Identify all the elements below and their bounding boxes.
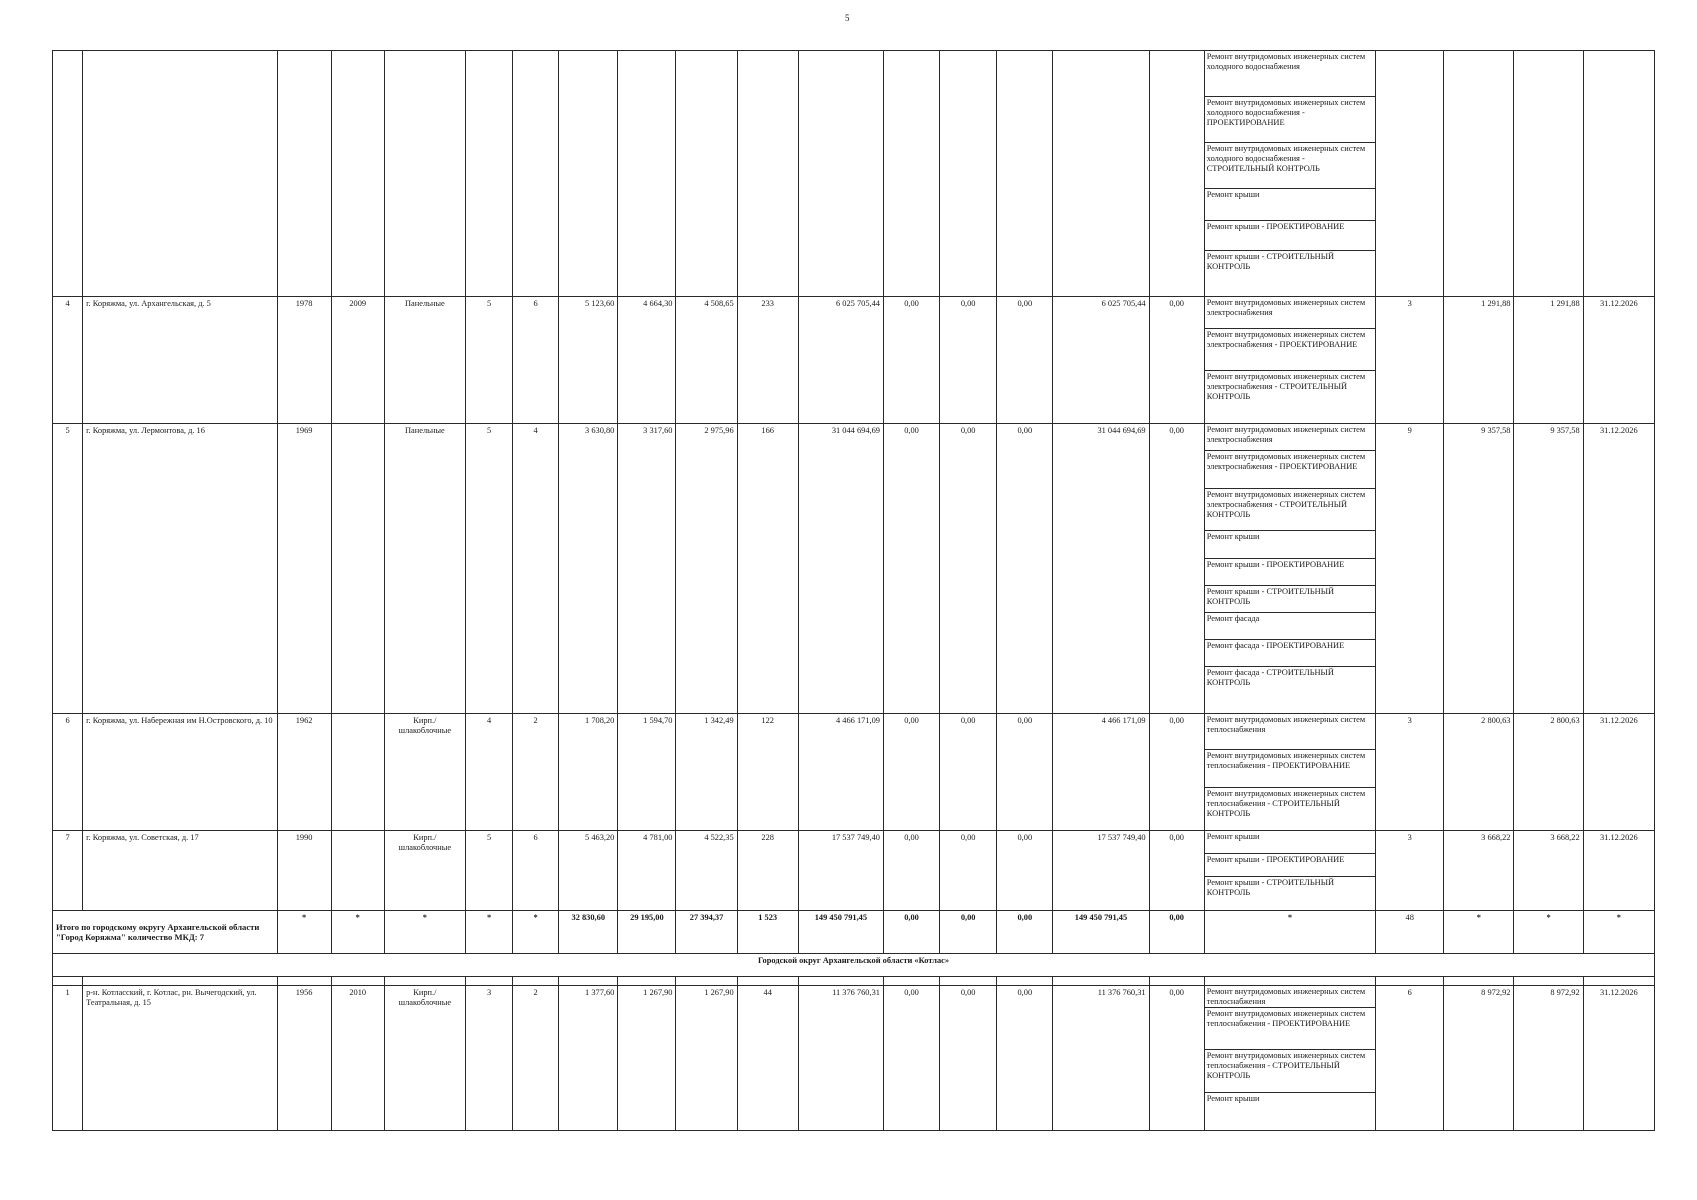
work-item: Ремонт крыши [1205,189,1375,221]
total-star: * [1444,911,1514,954]
empty-cell [1149,977,1204,986]
limit-cost-cell: 2 800,63 [1514,714,1583,831]
works-cell [1204,297,1375,424]
work-item: Ремонт фасада - ПРОЕКТИРОВАНИЕ [1205,640,1375,667]
work-item: Ремонт внутридомовых инженерных систем электроснабжения - ПРОЕКТИРОВАНИЕ [1205,451,1375,489]
budget-local-cell: 0,00 [997,424,1053,714]
works-count-cell: 6 [1376,985,1444,1130]
works-count-cell: 3 [1376,297,1444,424]
year-built-cell: 1990 [277,831,331,911]
cost-total-cell: 4 466 171,09 [798,714,883,831]
work-item: Ремонт крыши - СТРОИТЕЛЬНЫЙ КОНТРОЛЬ [1206,878,1335,898]
empty-cell [277,977,331,986]
budget-region-cell: 0,00 [940,424,997,714]
works-cell [1204,51,1375,297]
budget-local-cell: 0,00 [997,297,1053,424]
total-area-total: 32 830,60 [559,911,618,954]
address-cell: р-н. Котласский, г. Котлас, рн. Вычегодский, ул. Театральная, д. 15 [83,985,277,1130]
section-title: Городской округ Архангельской области «Котлас» [53,953,1655,976]
floors-cell: 3 [465,985,512,1130]
year-built-cell: 1978 [277,297,331,424]
cost-total-cell: 17 537 749,40 [798,831,883,911]
total-area-owned: 27 394,37 [676,911,737,954]
empty-cell [1444,51,1514,297]
empty-cell [676,977,737,986]
empty-cell [53,977,83,986]
area-owned-cell: 1 342,49 [676,714,737,831]
row-number: 6 [53,714,83,831]
area-living-cell: 1 594,70 [618,714,676,831]
unit-cost-cell: 1 291,88 [1444,297,1514,424]
work-item: Ремонт внутридомовых инженерных систем теплоснабжения [1205,986,1375,1008]
floors-cell: 4 [465,714,512,831]
other-funds-cell: 0,00 [1149,714,1204,831]
wall-material-cell: Панельные [384,424,465,714]
table-row [53,51,1655,297]
owners-funds-cell: 11 376 760,31 [1053,985,1149,1130]
area-total-cell: 1 377,60 [559,985,618,1130]
year-built-cell: 1969 [277,424,331,714]
empty-cell [618,977,676,986]
limit-cost-cell: 3 668,22 [1514,831,1583,911]
other-funds-cell: 0,00 [1149,985,1204,1130]
work-item: Ремонт внутридомовых инженерных систем теплоснабжения - ПРОЕКТИРОВАНИЕ [1205,750,1375,788]
empty-cell [997,51,1053,297]
row-number: 7 [53,831,83,911]
owners-funds-cell: 4 466 171,09 [1053,714,1149,831]
area-living-cell: 3 317,60 [618,424,676,714]
empty-cell [53,51,83,297]
year-repair-cell: 2010 [331,985,384,1130]
total-other: 0,00 [1149,911,1204,954]
work-item: Ремонт крыши - ПРОЕКТИРОВАНИЕ [1205,559,1375,586]
fund-cell: 0,00 [883,831,939,911]
year-repair-cell: 2009 [331,297,384,424]
cost-total-cell: 11 376 760,31 [798,985,883,1130]
address-cell: г. Коряжма, ул. Набережная им Н.Островского, д. 10 [83,714,277,831]
table-row [53,424,1655,714]
floors-cell: 5 [465,831,512,911]
deadline-cell: 31.12.2026 [1583,297,1654,424]
empty-cell [1514,977,1583,986]
deadline-cell: 31.12.2026 [1583,424,1654,714]
year-repair-cell [331,831,384,911]
capital-repair-table [52,50,1655,1131]
empty-cell [331,977,384,986]
total-fund: 0,00 [883,911,939,954]
empty-cell [883,51,939,297]
row-number: 5 [53,424,83,714]
area-owned-cell: 1 267,90 [676,985,737,1130]
empty-cell [559,51,618,297]
fund-cell: 0,00 [883,297,939,424]
total-star: * [384,911,465,954]
empty-cell [1204,977,1375,986]
empty-cell [277,51,331,297]
unit-cost-cell: 3 668,22 [1444,831,1514,911]
empty-cell [1583,977,1654,986]
wall-material-cell: Кирп./шлакоблочные [384,985,465,1130]
works-count-cell: 9 [1376,424,1444,714]
empty-cell [513,977,559,986]
total-row [53,911,1655,954]
total-cost: 149 450 791,45 [798,911,883,954]
work-item: Ремонт крыши - ПРОЕКТИРОВАНИЕ [1205,854,1375,877]
address-cell: г. Коряжма, ул. Лермонтова, д. 16 [83,424,277,714]
wall-material-cell: Кирп./шлакоблочные [384,714,465,831]
empty-cell [384,51,465,297]
owners-funds-cell: 31 044 694,69 [1053,424,1149,714]
other-funds-cell: 0,00 [1149,831,1204,911]
owners-funds-cell: 6 025 705,44 [1053,297,1149,424]
empty-cell [737,977,798,986]
work-item: Ремонт фасада - СТРОИТЕЛЬНЫЙ КОНТРОЛЬ [1206,668,1334,688]
residents-cell: 122 [737,714,798,831]
limit-cost-cell: 9 357,58 [1514,424,1583,714]
work-item: Ремонт внутридомовых инженерных систем холодного водоснабжения - СТРОИТЕЛЬНЫЙ КОНТРОЛЬ [1205,143,1375,189]
empty-cell [1053,51,1149,297]
empty-cell [737,51,798,297]
row-number: 4 [53,297,83,424]
work-item: Ремонт внутридомовых инженерных систем холодного водоснабжения [1205,51,1375,97]
entrances-cell: 4 [513,424,559,714]
section-header-row [53,953,1655,976]
budget-local-cell: 0,00 [997,714,1053,831]
unit-cost-cell: 2 800,63 [1444,714,1514,831]
empty-cell [331,51,384,297]
table-row [53,985,1655,1130]
empty-cell [1149,51,1204,297]
area-owned-cell: 4 522,35 [676,831,737,911]
budget-local-cell: 0,00 [997,985,1053,1130]
limit-cost-cell: 1 291,88 [1514,297,1583,424]
page-number: 5 [845,13,850,23]
total-area-living: 29 195,00 [618,911,676,954]
work-item: Ремонт внутридомовых инженерных систем теплоснабжения [1205,714,1375,750]
fund-cell: 0,00 [883,714,939,831]
year-built-cell: 1956 [277,985,331,1130]
total-budget-local: 0,00 [997,911,1053,954]
deadline-cell: 31.12.2026 [1583,985,1654,1130]
empty-cell [384,977,465,986]
work-item: Ремонт крыши [1206,1093,1260,1103]
work-item: Ремонт внутридомовых инженерных систем электроснабжения [1205,297,1375,329]
entrances-cell: 6 [513,297,559,424]
work-item: Ремонт внутридомовых инженерных систем электроснабжения [1205,424,1375,451]
total-works-star: * [1204,911,1375,954]
total-works-count: 48 [1376,911,1444,954]
work-item: Ремонт крыши [1205,831,1375,854]
unit-cost-cell: 9 357,58 [1444,424,1514,714]
works-cell [1204,714,1375,831]
budget-region-cell: 0,00 [940,714,997,831]
entrances-cell: 6 [513,831,559,911]
works-cell [1204,985,1375,1130]
works-count-cell: 3 [1376,714,1444,831]
unit-cost-cell: 8 972,92 [1444,985,1514,1130]
year-repair-cell [331,424,384,714]
empty-cell [1376,51,1444,297]
empty-cell [513,51,559,297]
empty-cell [1376,977,1444,986]
empty-cell [1583,51,1654,297]
empty-cell [676,51,737,297]
floors-cell: 5 [465,297,512,424]
empty-cell [83,977,277,986]
work-item: Ремонт внутридомовых инженерных систем холодного водоснабжения - ПРОЕКТИРОВАНИЕ [1205,97,1375,143]
budget-region-cell: 0,00 [940,985,997,1130]
empty-cell [559,977,618,986]
row-number: 1 [53,985,83,1130]
fund-cell: 0,00 [883,424,939,714]
deadline-cell: 31.12.2026 [1583,831,1654,911]
area-owned-cell: 2 975,96 [676,424,737,714]
area-living-cell: 4 664,30 [618,297,676,424]
year-repair-cell [331,714,384,831]
area-total-cell: 5 123,60 [559,297,618,424]
residents-cell: 233 [737,297,798,424]
work-item: Ремонт внутридомовых инженерных систем электроснабжения - СТРОИТЕЛЬНЫЙ КОНТРОЛЬ [1205,489,1375,531]
work-item: Ремонт крыши [1205,531,1375,559]
table-row [53,831,1655,911]
floors-cell: 5 [465,424,512,714]
empty-cell [465,51,512,297]
works-cell [1204,831,1375,911]
area-total-cell: 1 708,20 [559,714,618,831]
work-item: Ремонт внутридомовых инженерных систем электроснабжения - СТРОИТЕЛЬНЫЙ КОНТРОЛЬ [1206,372,1366,402]
budget-region-cell: 0,00 [940,831,997,911]
budget-local-cell: 0,00 [997,831,1053,911]
residents-cell: 44 [737,985,798,1130]
work-item: Ремонт крыши - ПРОЕКТИРОВАНИЕ [1205,221,1375,251]
empty-cell [997,977,1053,986]
wall-material-cell: Панельные [384,297,465,424]
other-funds-cell: 0,00 [1149,424,1204,714]
empty-cell [1053,977,1149,986]
works-count-cell: 3 [1376,831,1444,911]
work-item: Ремонт крыши - СТРОИТЕЛЬНЫЙ КОНТРОЛЬ [1205,586,1375,613]
fund-cell: 0,00 [883,985,939,1130]
area-living-cell: 1 267,90 [618,985,676,1130]
empty-cell [798,977,883,986]
total-star: * [331,911,384,954]
total-owners: 149 450 791,45 [1053,911,1149,954]
address-cell: г. Коряжма, ул. Архангельская, д. 5 [83,297,277,424]
total-star: * [1583,911,1654,954]
wall-material-cell: Кирп./шлакоблочные [384,831,465,911]
empty-cell [883,977,939,986]
limit-cost-cell: 8 972,92 [1514,985,1583,1130]
work-item: Ремонт внутридомовых инженерных систем теплоснабжения - ПРОЕКТИРОВАНИЕ [1205,1008,1375,1050]
cost-total-cell: 6 025 705,44 [798,297,883,424]
budget-region-cell: 0,00 [940,297,997,424]
empty-cell [798,51,883,297]
empty-cell [940,51,997,297]
year-built-cell: 1962 [277,714,331,831]
total-label: Итого по городскому округу Архангельской области "Город Коряжма" количество МКД: 7 [53,911,278,954]
work-item: Ремонт фасада [1205,613,1375,640]
work-item: Ремонт внутридомовых инженерных систем электроснабжения - ПРОЕКТИРОВАНИЕ [1205,329,1375,371]
total-star: * [513,911,559,954]
work-item: Ремонт крыши - СТРОИТЕЛЬНЫЙ КОНТРОЛЬ [1206,252,1335,272]
total-star: * [277,911,331,954]
total-star: * [1514,911,1583,954]
empty-cell [83,51,277,297]
area-total-cell: 3 630,80 [559,424,618,714]
work-item: Ремонт внутридомовых инженерных систем теплоснабжения - СТРОИТЕЛЬНЫЙ КОНТРОЛЬ [1205,1050,1375,1093]
residents-cell: 228 [737,831,798,911]
spacer-row [53,977,1655,986]
area-owned-cell: 4 508,65 [676,297,737,424]
empty-cell [940,977,997,986]
entrances-cell: 2 [513,985,559,1130]
owners-funds-cell: 17 537 749,40 [1053,831,1149,911]
address-cell: г. Коряжма, ул. Советская, д. 17 [83,831,277,911]
works-cell [1204,424,1375,714]
area-living-cell: 4 781,00 [618,831,676,911]
work-item: Ремонт внутридомовых инженерных систем теплоснабжения - СТРОИТЕЛЬНЫЙ КОНТРОЛЬ [1206,789,1366,819]
empty-cell [1514,51,1583,297]
entrances-cell: 2 [513,714,559,831]
total-residents: 1 523 [737,911,798,954]
total-star: * [465,911,512,954]
area-total-cell: 5 463,20 [559,831,618,911]
empty-cell [618,51,676,297]
residents-cell: 166 [737,424,798,714]
cost-total-cell: 31 044 694,69 [798,424,883,714]
other-funds-cell: 0,00 [1149,297,1204,424]
table-row [53,714,1655,831]
deadline-cell: 31.12.2026 [1583,714,1654,831]
table-row [53,297,1655,424]
total-budget-region: 0,00 [940,911,997,954]
empty-cell [1444,977,1514,986]
empty-cell [465,977,512,986]
